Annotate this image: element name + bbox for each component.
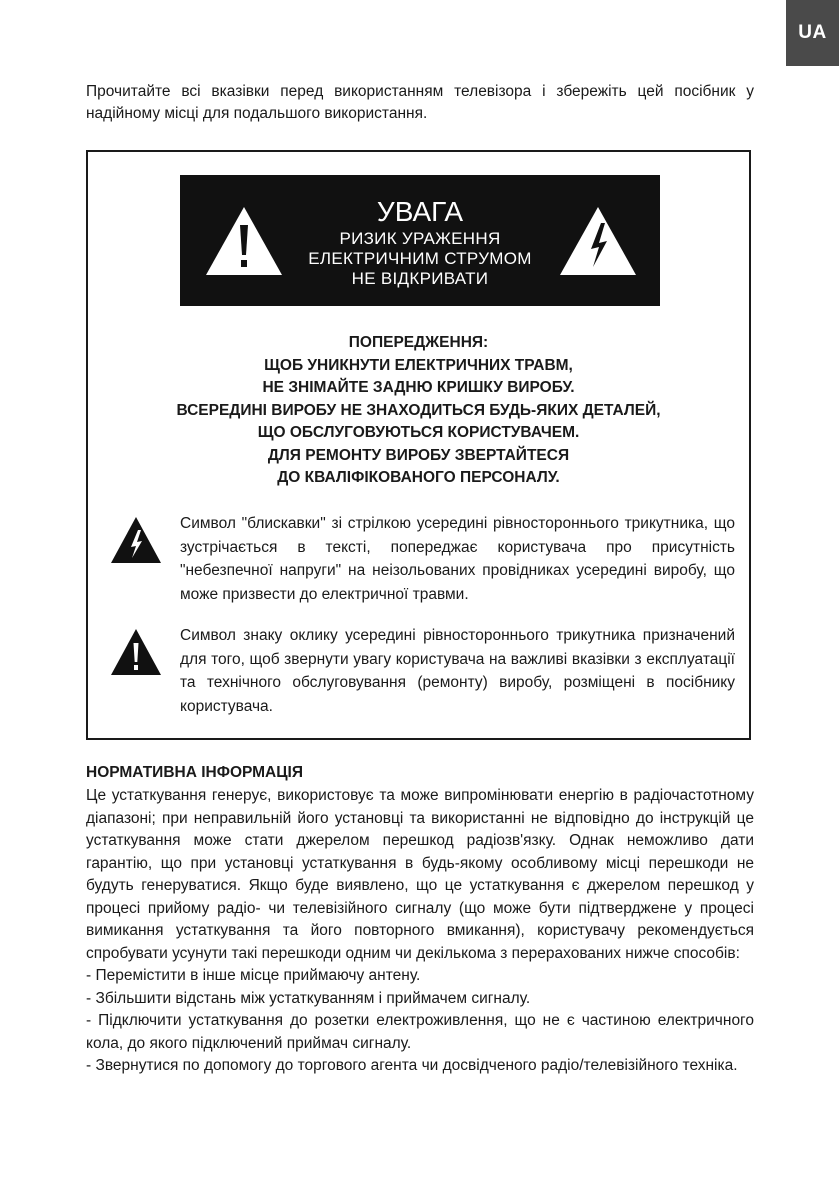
caution-line-1: РИЗИК УРАЖЕННЯ	[339, 229, 501, 248]
regulatory-heading: НОРМАТИВНА ІНФОРМАЦІЯ	[86, 764, 304, 781]
caution-line-2: ЕЛЕКТРИЧНИМ СТРУМОМ	[308, 249, 532, 268]
language-tab: UA	[786, 0, 839, 66]
warning-line: НЕ ЗНІМАЙТЕ ЗАДНЮ КРИШКУ ВИРОБУ.	[262, 379, 575, 396]
regulatory-list-item: - Збільшити відстань між устаткуванням і приймачем сигналу.	[86, 989, 531, 1007]
warning-line: ДЛЯ РЕМОНТУ ВИРОБУ ЗВЕРТАЙТЕСЯ	[267, 446, 570, 464]
regulatory-list-item: - Звернутися по допомогу до торгового агента чи досвідченого радіо/телевізійного техніка.	[86, 1057, 738, 1074]
exclamation-triangle-icon	[204, 205, 284, 277]
regulatory-list-item: - Підключити устаткування до розетки електроживлення, що не є частиною електричного кола, до якого підключений приймач сигналу.	[86, 1012, 754, 1052]
warning-line: ЩО ОБСЛУГОВУЮТЬСЯ КОРИСТУВАЧЕМ.	[257, 424, 580, 441]
regulatory-paragraph: Це устаткування генерує, використовує та може випромінювати енергію в радіочастотному діапазоні; при неправильній його установці та використанні не відповідно до інструкцій це устаткування може стати джерелом перешкод радіозв'язку. Однак неможливо дати гарантію, що при установці устаткування в будь-якому особливому місці перешкоди не будуть генеруватися. Якщо буде виявлено, що це устаткування є джерелом перешкод у процесі прийому радіо- чи телевізійного сигналу (що може бути підтверджене у процесі вимикання устаткування та його повторного вмикання), користувачу рекомендується спробувати усунути такі перешкоди одним чи декількома з перерахованих нижче способів:	[86, 787, 754, 962]
warning-line: ДО КВАЛІФІКОВАНОГО ПЕРСОНАЛУ.	[277, 469, 560, 486]
caution-line-3: НЕ ВІДКРИВАТИ	[351, 269, 489, 288]
caution-banner-text	[290, 195, 550, 289]
exclamation-triangle-icon	[110, 628, 162, 676]
lightning-triangle-icon	[110, 516, 162, 564]
warning-heading: ПОПЕРЕДЖЕННЯ:	[348, 334, 489, 351]
warning-block	[88, 332, 749, 490]
intro-text: Прочитайте всі вказівки перед використанням телевізора і збережіть цей посібник у надійному місці для подальшого використання.	[86, 83, 754, 122]
symbol-text: Символ "блискавки" зі стрілкою усередині рівностороннього трикутника, що зустрічається в тексті, попереджає користувача про присутність "небезпечної напруги" на неізольованих провідниках усередині виробу, що може призвести до електричної травми.	[180, 515, 735, 603]
lightning-triangle-icon	[558, 205, 638, 277]
regulatory-list-item: - Перемістити в інше місце приймаючу антену.	[86, 967, 421, 984]
caution-title: УВАГА	[376, 196, 464, 227]
regulatory-body	[86, 785, 754, 1078]
safety-box	[86, 150, 751, 740]
warning-line: ЩОБ УНИКНУТИ ЕЛЕКТРИЧНИХ ТРАВМ,	[264, 356, 573, 374]
warning-line: ВСЕРЕДИНІ ВИРОБУ НЕ ЗНАХОДИТЬСЯ БУДЬ-ЯКИХ ДЕТАЛЕЙ,	[176, 401, 661, 419]
symbol-text: Символ знаку оклику усередині рівностороннього трикутника призначений для того, щоб звернути увагу користувача на важливі вказівки з експлуатації та технічного обслуговування (ремонту) виробу, розміщені в посібнику користувача.	[180, 627, 735, 715]
caution-banner	[180, 175, 660, 306]
